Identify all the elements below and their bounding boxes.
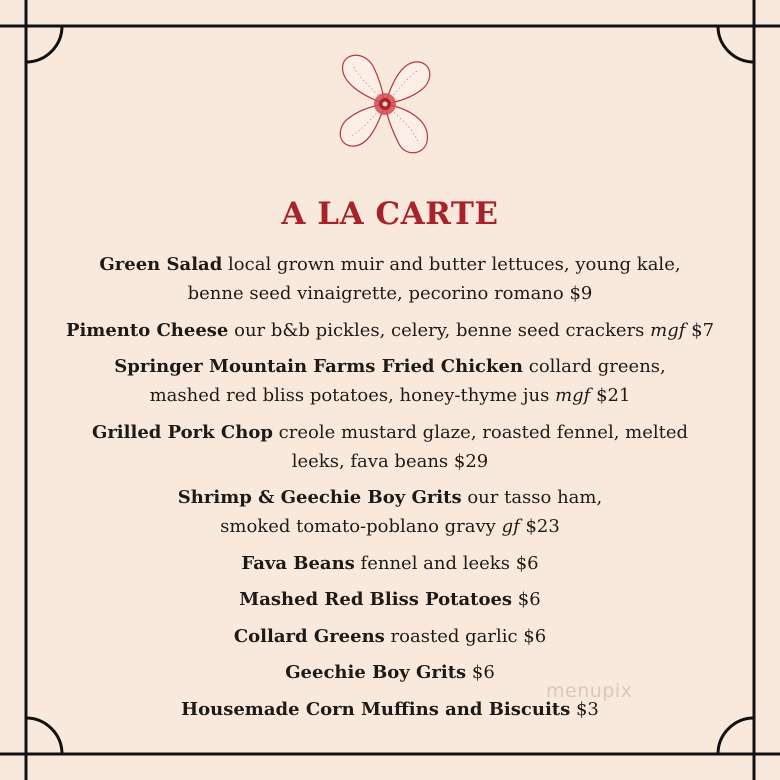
item-name: Mashed Red Bliss Potatoes <box>239 589 513 610</box>
item-name: Springer Mountain Farms Fried Chicken <box>114 356 524 377</box>
item-description: our tasso ham, <box>467 487 603 508</box>
menu-item <box>60 250 720 308</box>
item-price: $6 <box>517 589 541 610</box>
item-name: Housemade Corn Muffins and Biscuits <box>181 698 571 720</box>
item-price: $23 <box>525 516 560 537</box>
item-price: $21 <box>596 385 631 406</box>
item-price: $6 <box>515 552 539 574</box>
item-description: roasted garlic <box>390 625 518 647</box>
item-name: Geechie Boy Grits <box>285 662 467 683</box>
item-description: creole mustard glaze, roasted fennel, melted <box>278 421 689 443</box>
item-name: Collard Greens <box>233 625 385 647</box>
item-name: Fava Beans <box>241 552 355 574</box>
item-name: Grilled Pork Chop <box>91 421 273 443</box>
item-description-line2: smoked tomato-poblano gravy <box>220 516 496 537</box>
item-description: fennel and leeks <box>360 552 510 574</box>
menu-item <box>60 352 720 410</box>
item-price: $6 <box>523 625 547 647</box>
item-price: $6 <box>471 662 495 683</box>
item-description-line2: leeks, fava beans <box>291 450 449 472</box>
menu-item <box>60 585 720 614</box>
item-description-line2: benne seed vinaigrette, pecorino romano <box>187 283 564 304</box>
item-dietary-tag: mgf <box>555 385 591 406</box>
item-name: Green Salad <box>99 254 223 275</box>
watermark: menupix <box>546 680 633 702</box>
section-title: A LA CARTE <box>281 196 499 232</box>
item-price: $9 <box>569 283 593 304</box>
item-description: our b&b pickles, celery, benne seed crackers <box>234 319 645 341</box>
menu-item <box>60 622 720 651</box>
menu-item <box>60 549 720 578</box>
item-description-line2: mashed red bliss potatoes, honey-thyme jus <box>149 385 550 406</box>
item-price: $7 <box>691 319 715 341</box>
item-name: Pimento Cheese <box>65 319 229 341</box>
menu-item <box>60 316 720 345</box>
item-description: collard greens, <box>528 356 666 377</box>
item-dietary-tag: mgf <box>650 319 686 341</box>
menu-item <box>60 418 720 476</box>
menu-item <box>60 483 720 541</box>
item-price: $3 <box>575 698 599 720</box>
dogwood-flower-icon <box>323 46 447 164</box>
item-price: $29 <box>453 450 489 472</box>
item-dietary-tag: gf <box>501 516 520 537</box>
item-description: local grown muir and butter lettuces, young kale, <box>228 254 681 275</box>
menu-list <box>60 250 720 724</box>
item-name: Shrimp & Geechie Boy Grits <box>177 487 462 508</box>
